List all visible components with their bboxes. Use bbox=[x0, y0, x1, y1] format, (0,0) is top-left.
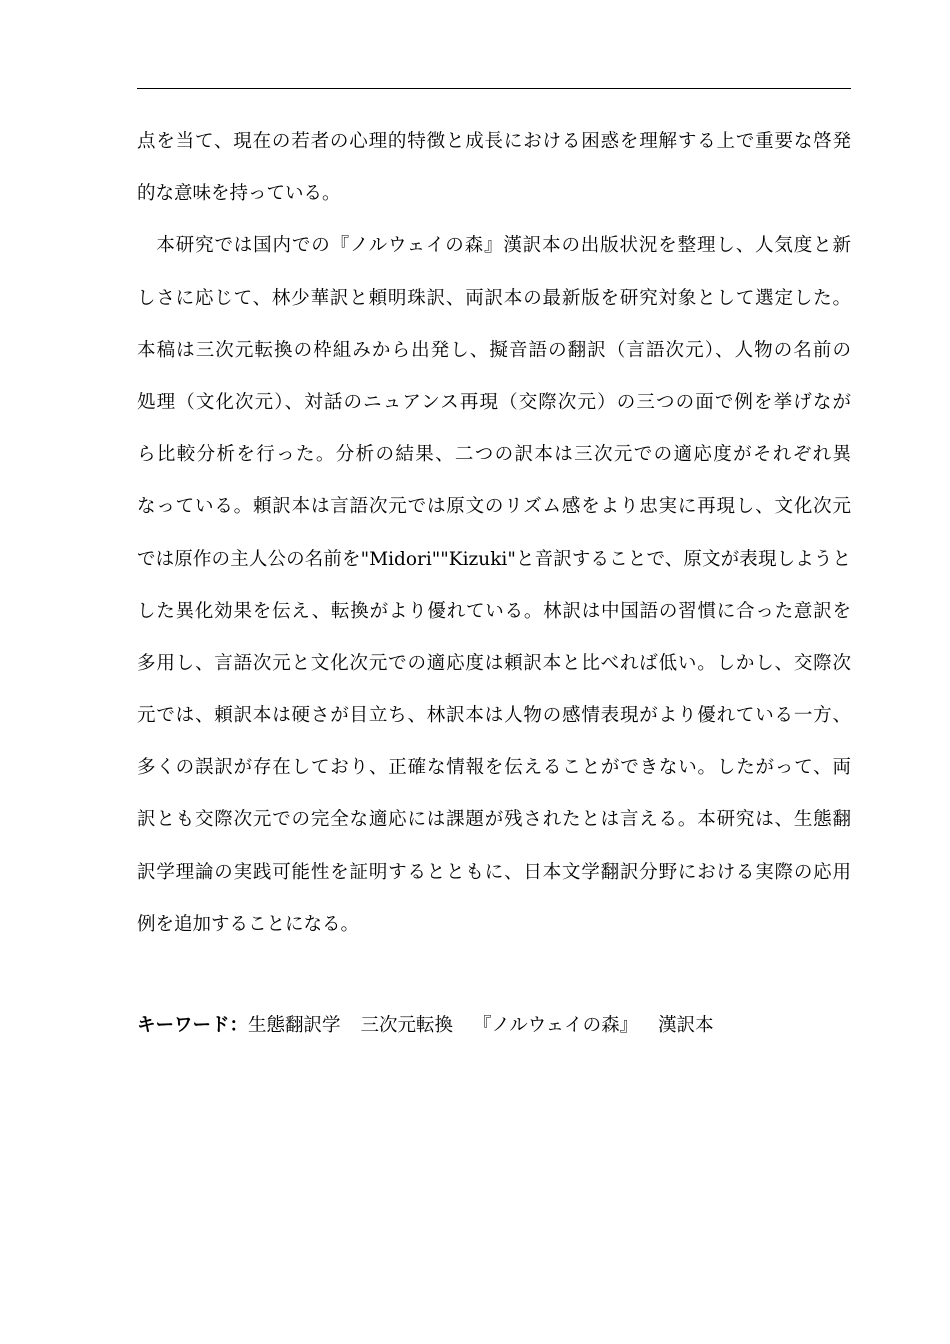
body-line: 例を追加することになる。 bbox=[137, 913, 360, 935]
abstract-body bbox=[137, 122, 851, 957]
body-line: 訳学理論の実践可能性を証明するとともに、日本文学翻訳分野における実際の応用 bbox=[137, 861, 851, 883]
body-line: 本稿は三次元転換の枠組みから出発し、擬音語の翻訳（言語次元）、人物の名前の bbox=[137, 339, 851, 361]
body-line: 元では、頼訳本は硬さが目立ち、林訳本は人物の感情表現がより優れている一方、 bbox=[137, 705, 851, 727]
body-line: した異化効果を伝え、転換がより優れている。林訳は中国語の習慣に合った意訳を bbox=[137, 600, 851, 622]
keyword-item: 『ノルウェイの森』 bbox=[473, 1015, 639, 1036]
keyword-item: 生態翻訳学 bbox=[248, 1015, 341, 1036]
body-line: 処理（文化次元）、対話のニュアンス再現（交際次元）の三つの面で例を挙げなが bbox=[137, 391, 851, 413]
keywords-line bbox=[137, 1010, 851, 1042]
body-line: 多用し、言語次元と文化次元での適応度は頼訳本と比べれば低い。しかし、交際次 bbox=[137, 652, 851, 674]
keyword-item: 漢訳本 bbox=[658, 1015, 714, 1036]
body-line: しさに応じて、林少華訳と頼明珠訳、両訳本の最新版を研究対象として選定した。 bbox=[137, 287, 851, 309]
body-line: なっている。頼訳本は言語次元では原文のリズム感をより忠実に再現し、文化次元 bbox=[137, 496, 851, 518]
body-line: 訳とも交際次元での完全な適応には課題が残されたとは言える。本研究は、生態翻 bbox=[137, 809, 851, 831]
body-line: 本研究では国内での『ノルウェイの森』漢訳本の出版状況を整理し、人気度と新 bbox=[137, 235, 851, 257]
keyword-item: 三次元転換 bbox=[360, 1015, 454, 1036]
body-line: では原作の主人公の名前を"Midori""Kizuki"と音訳することで、原文が表現しようと bbox=[137, 548, 851, 570]
body-line: ら比較分析を行った。分析の結果、二つの訳本は三次元での適応度がそれぞれ異 bbox=[137, 444, 851, 466]
keywords-label: キーワード： bbox=[137, 1015, 249, 1036]
body-line: 的な意味を持っている。 bbox=[137, 183, 341, 205]
header-rule bbox=[137, 88, 851, 89]
body-line: 点を当て、現在の若者の心理的特徴と成長における困惑を理解する上で重要な啓発 bbox=[137, 131, 851, 152]
body-line: 多くの誤訳が存在しており、正確な情報を伝えることができない。したがって、両 bbox=[137, 757, 851, 779]
